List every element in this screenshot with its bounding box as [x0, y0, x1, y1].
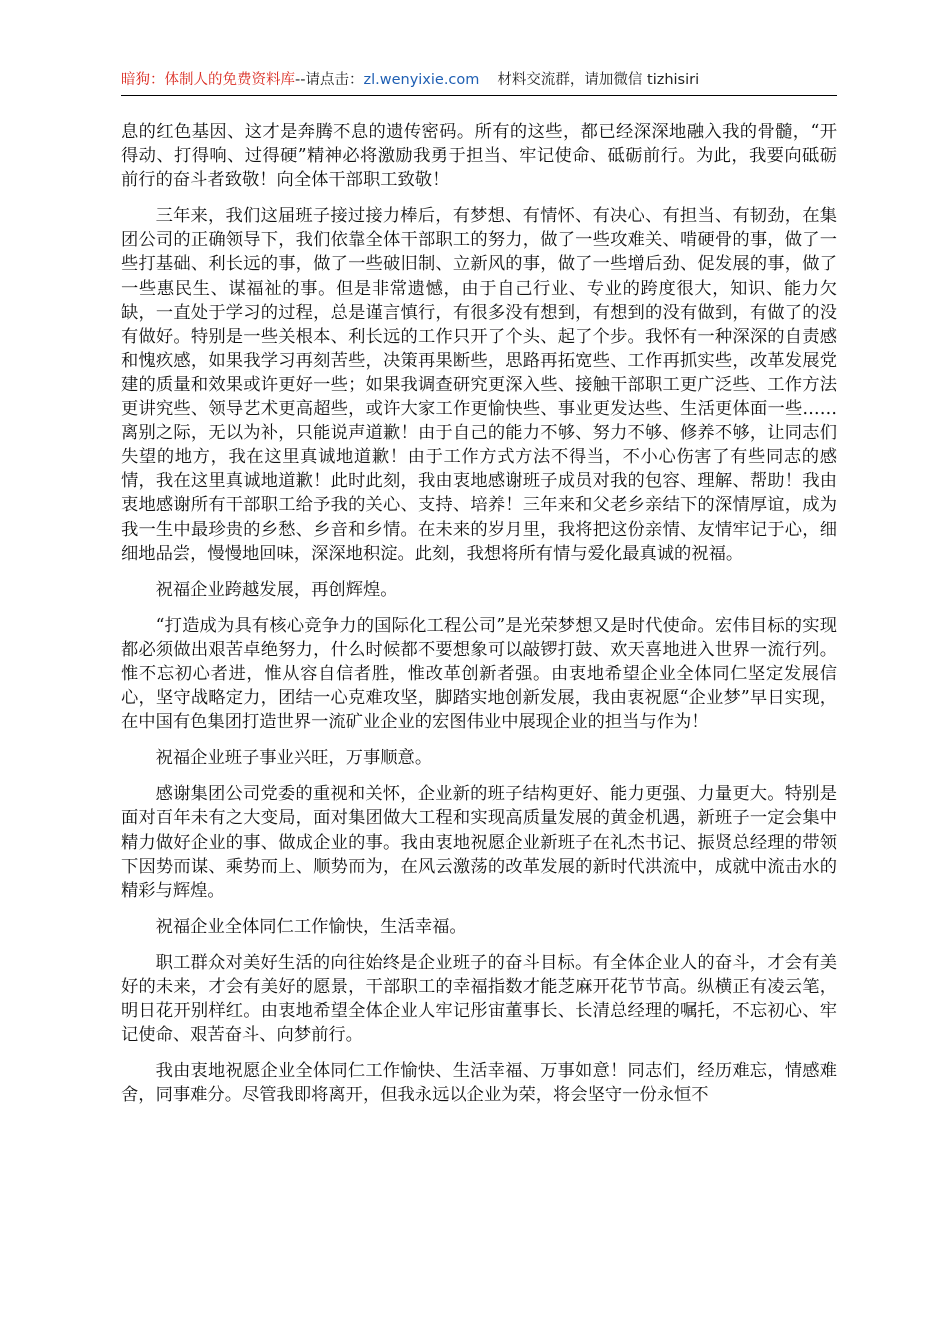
header-click-prompt: --请点击： [295, 72, 364, 88]
header-divider [121, 95, 837, 96]
header-note: 材料交流群，请加微信 tizhisiri [497, 72, 700, 88]
paragraph: 三年来，我们这届班子接过接力棒后，有梦想、有情怀、有决心、有担当、有韧劲，在集团公司的正确领导下，我们依靠全体干部职工的努力，做了一些攻难关、啃硬骨的事，做了一些打基础、利长远的事，做了一些破旧制、立新风的事，做了一些增后劲、促发展的事，做了一些惠民生、谋福祉的事。但是非常遗憾，由于自己行业、专业的跨度很大，知识、能力欠缺，一直处于学习的过程，总是谨言慎行，有很多没有想到，有想到的没有做到，有做了的没有做好。特别是一些关根本、利长远的工作只开了个头、起了个步。我怀有一种深深的自责感和愧疚感，如果我学习再刻苦些，决策再果断些，思路再拓宽些、工作再抓实些，改革发展党建的质量和效果或许更好一些；如果我调查研究更深入些、接触干部职工更广泛些、工作方法更讲究些、领导艺术更高超些，或许大家工作更愉快些、事业更发达些、生活更体面一些……离别之际，无以为补，只能说声道歉！由于自己的能力不够、努力不够、修养不够，让同志们失望的地方，我在这里真诚地道歉！由于工作方式方法不得当，不小心伤害了有些同志的感情，我在这里真诚地道歉！此时此刻，我由衷地感谢班子成员对我的包容、理解、帮助！我由衷地感谢所有干部职工给予我的关心、支持、培养！三年来和父老乡亲结下的深情厚谊，成为我一生中最珍贵的乡愁、乡音和乡情。在未来的岁月里，我将把这份亲情、友情牢记于心，细细地品尝，慢慢地回味，深深地积淀。此刻，我想将所有情与爱化最真诚的祝福。 [121, 206, 837, 564]
paragraph: 息的红色基因、这才是奔腾不息的遗传密码。所有的这些，都已经深深地融入我的骨髓，“开得动、打得响、过得硬”精神必将激励我勇于担当、牢记使命、砥砺前行。为此，我要向砥砺前行的奋斗者致敬！向全体干部职工致敬！ [121, 122, 837, 191]
page-header [121, 68, 837, 92]
paragraph-heading: 祝福企业跨越发展，再创辉煌。 [155, 579, 398, 600]
paragraph-heading: 祝福企业班子事业兴旺，万事顺意。 [155, 748, 433, 769]
paragraph: 我由衷地祝愿企业全体同仁工作愉快、生活幸福、万事如意！同志们，经历难忘，情感难舍，同事难分。尽管我即将离开，但我永远以企业为荣，将会坚守一份永恒不 [121, 1061, 837, 1106]
paragraph-heading: 祝福企业全体同仁工作愉快，生活幸福。 [155, 916, 467, 937]
paragraph: 职工群众对美好生活的向往始终是企业班子的奋斗目标。有全体企业人的奋斗，才会有美好的未来，才会有美好的愿景，干部职工的幸福指数才能芝麻开花节节高。纵横正有凌云笔，明日花开别样红。由衷地希望全体企业人牢记彤宙董事长、长清总经理的嘱托，不忘初心、牢记使命、艰苦奋斗、向梦前行。 [121, 952, 837, 1046]
paragraph: “打造成为具有核心竞争力的国际化工程公司”是光荣梦想又是时代使命。宏伟目标的实现都必须做出艰苦卓绝努力，什么时候都不要想象可以敲锣打鼓、欢天喜地进入世界一流行列。惟不忘初心者进，惟从容自信者胜，惟改革创新者强。由衷地希望企业全体同仁坚定发展信心，坚守战略定力，团结一心克难攻坚，脚踏实地创新发展，我由衷祝愿“企业梦”早日实现，在中国有色集团打造世界一流矿业企业的宏图伟业中展现企业的担当与作为！ [121, 615, 837, 733]
header-brand: 暗狗：体制人的免费资料库 [121, 72, 295, 88]
document-body [121, 120, 837, 1119]
header-link[interactable]: zl.wenyixie.com [363, 72, 480, 88]
paragraph: 感谢集团公司党委的重视和关怀，企业新的班子结构更好、能力更强、力量更大。特别是面对百年未有之大变局，面对集团做大工程和实现高质量发展的黄金机遇，新班子一定会集中精力做好企业的事、做成企业的事。我由衷地祝愿企业新班子在礼杰书记、振贤总经理的带领下因势而谋、乘势而上、顺势而为，在风云激荡的改革发展的新时代洪流中，成就中流击水的精彩与辉煌。 [121, 784, 837, 901]
